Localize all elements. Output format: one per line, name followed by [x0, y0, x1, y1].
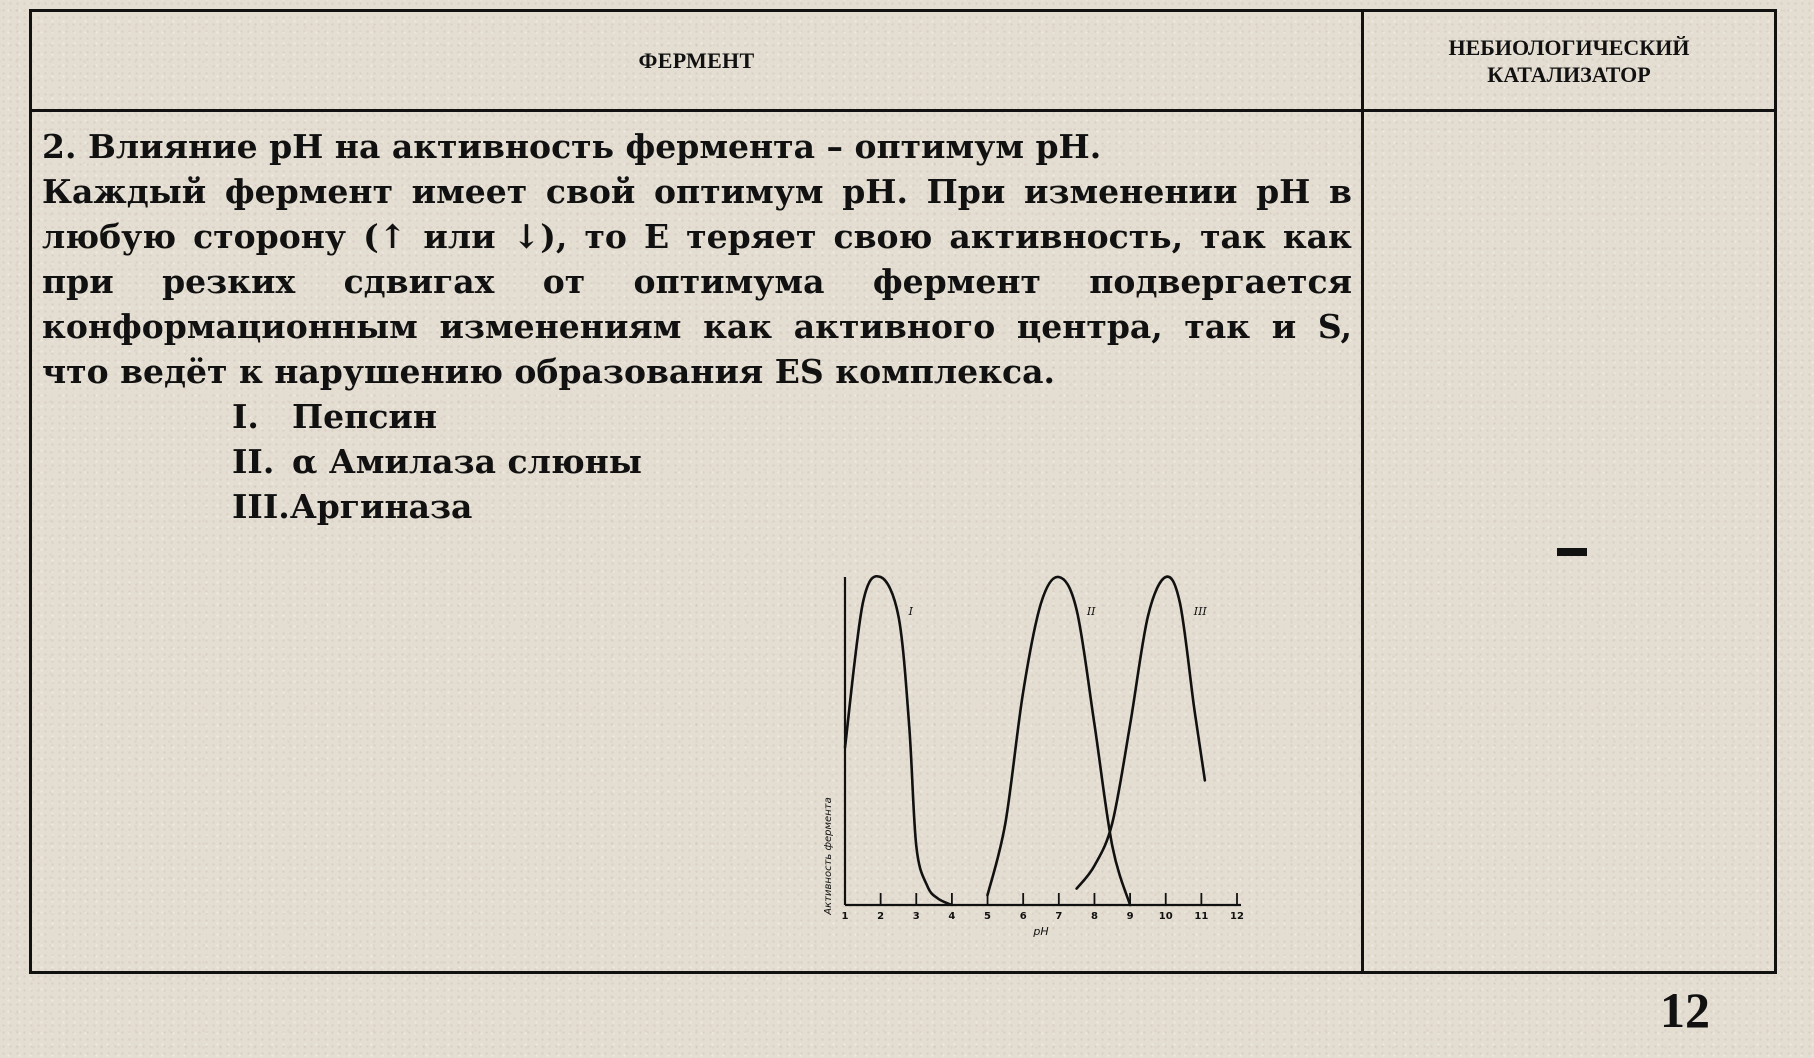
y-axis-label: Активность фермента [823, 797, 834, 915]
word: сдвигах [343, 262, 495, 301]
x-axis-label: pH [1033, 925, 1049, 937]
word: активность, [949, 217, 1184, 256]
word: свой [545, 172, 636, 211]
word: свою [833, 217, 933, 256]
catalyst-value [1557, 548, 1558, 549]
section-heading: 2. Влияние рН на активность фермента – оптимум рН. [42, 127, 1102, 166]
x-tick-label: 12 [1230, 911, 1244, 922]
enzyme-description [42, 124, 1352, 394]
header-divider [32, 109, 1774, 112]
paragraph-line-3 [42, 259, 1352, 304]
word: как [703, 307, 773, 346]
enzyme-list-label: Пепсин [292, 397, 438, 436]
word: конформационным [42, 307, 418, 346]
enzyme-list-item [232, 439, 642, 484]
word: от [542, 262, 586, 301]
word: При [926, 172, 1006, 211]
word: или [423, 217, 496, 256]
word: (↑ [363, 217, 407, 256]
series-label: II [1086, 605, 1096, 618]
ph-activity-chart [802, 557, 1262, 937]
x-tick-label: 7 [1055, 911, 1063, 922]
enzyme-list-item [232, 394, 642, 439]
series-label: I [908, 605, 913, 618]
x-tick-label: 11 [1194, 911, 1209, 922]
header-enzyme-label: ФЕРМЕНТ [638, 47, 755, 73]
catalyst-dash [1557, 548, 1587, 556]
paragraph-line-4 [42, 304, 1352, 349]
word: S, [1317, 307, 1352, 346]
word: как [1282, 217, 1352, 256]
enzyme-list-number: I. [232, 397, 259, 436]
word: так [1200, 217, 1266, 256]
enzyme-list-label: Аргиназа [289, 487, 473, 526]
paragraph-line-1 [42, 169, 1352, 214]
enzyme-list-label: α Амилаза слюны [292, 442, 642, 481]
word: при [42, 262, 114, 301]
series-curve-i [845, 576, 952, 905]
word: рН [1256, 172, 1311, 211]
x-tick-label: 9 [1126, 911, 1134, 922]
enzyme-list-item [232, 484, 642, 529]
header-catalyst-line1: НЕБИОЛОГИЧЕСКИЙ [1448, 34, 1690, 60]
word: теряет [686, 217, 817, 256]
series-curve-ii [988, 577, 1131, 905]
word: изменении [1023, 172, 1238, 211]
word: любую [42, 217, 177, 256]
word: так [1184, 307, 1251, 346]
word: имеет [411, 172, 528, 211]
word: подвергается [1089, 262, 1352, 301]
x-tick-label: 2 [877, 911, 885, 922]
slide-table [29, 9, 1777, 974]
page-number: 12 [1660, 982, 1710, 1038]
column-divider [1361, 12, 1364, 971]
x-tick-label: 3 [912, 911, 920, 922]
word: активного [793, 307, 996, 346]
word: Каждый [42, 172, 207, 211]
x-tick-label: 8 [1090, 911, 1098, 922]
enzyme-list-number: II. [232, 442, 275, 481]
word: фермент [872, 262, 1041, 301]
word: сторону [193, 217, 347, 256]
header-enzyme [32, 12, 1361, 109]
word: в [1328, 172, 1352, 211]
word: то [584, 217, 627, 256]
word: и [1271, 307, 1297, 346]
word: Е [643, 217, 670, 256]
x-tick-label: 5 [984, 911, 992, 922]
enzyme-list [232, 394, 642, 529]
word: оптимум [654, 172, 824, 211]
series-label: III [1193, 605, 1207, 618]
word: фермент [224, 172, 394, 211]
x-tick-label: 6 [1019, 911, 1027, 922]
paragraph-line-5: что ведёт к нарушению образования ES комплекса. [42, 352, 1055, 391]
word: оптимума [633, 262, 825, 301]
word: изменениям [439, 307, 682, 346]
x-tick-label: 10 [1158, 911, 1173, 922]
word: центра, [1016, 307, 1163, 346]
word: резких [162, 262, 296, 301]
header-catalyst-line2: КАТАЛИЗАТОР [1487, 61, 1651, 87]
word: ↓), [512, 217, 568, 256]
x-tick-label: 1 [841, 911, 849, 922]
header-catalyst [1364, 12, 1774, 109]
x-tick-label: 4 [948, 911, 956, 922]
enzyme-list-number: III. [232, 487, 290, 526]
word: рН. [842, 172, 908, 211]
paragraph-line-2 [42, 214, 1352, 259]
